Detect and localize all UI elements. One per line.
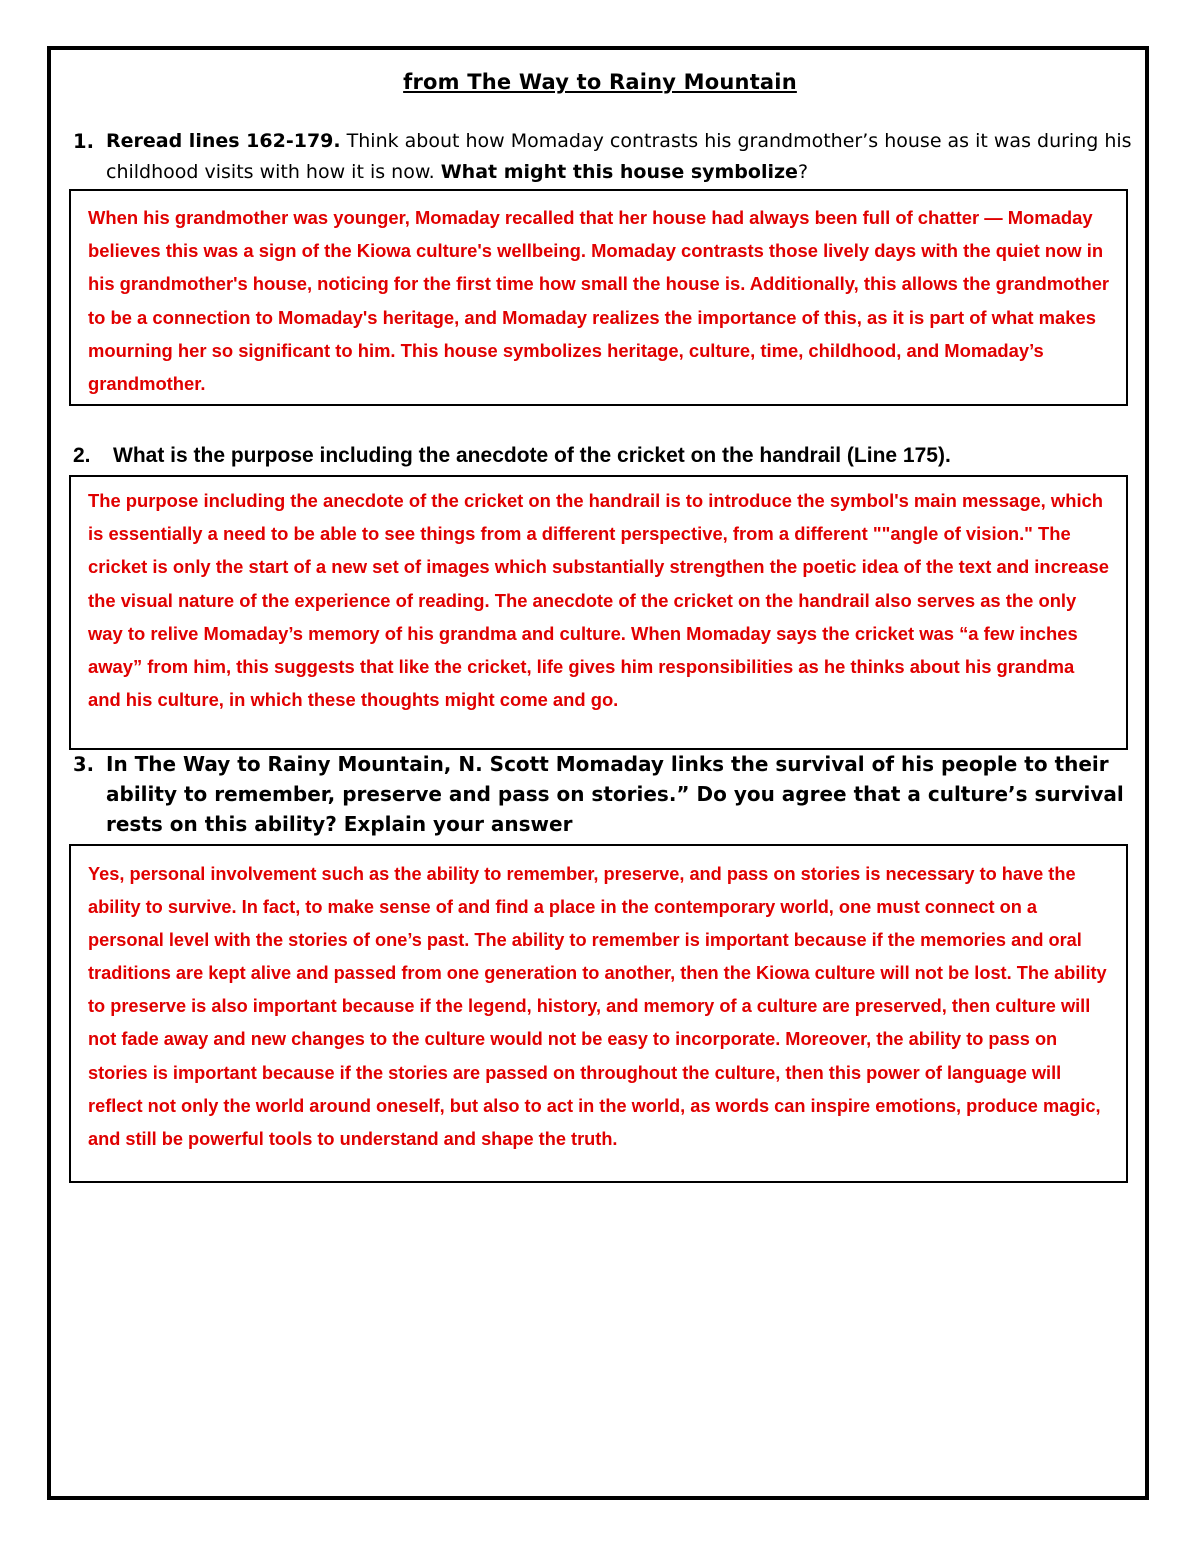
answer-1-box: When his grandmother was younger, Momaday recalled that her house had always been full of chatter — Momaday believes this was a sign of the Kiowa culture's wellbeing. Momaday contrasts those lively days with the quiet now in his grandmother's house, noticing for the first time how small the house is. Additionally, this allows the grandmother to be a connection to Momaday's heritage, and Momaday realizes the importance of this, as it is part of what makes mourning her so significant to him. This house symbolizes heritage, culture, time, childhood, and Momaday’s grandmother. [69,189,1128,406]
question-1-number: 1. [73,130,94,153]
question-3-text: In The Way to Rainy Mountain, N. Scott Momaday links the survival of his people to their ability to remember, preserve and pass on stories.” Do you agree that a culture’s survival rests on this ability? Explain your answer [106,752,1124,836]
question-2 [73,440,1133,471]
question-2-text: What is the purpose including the anecdote of the cricket on the handrail (Line 175). [113,444,951,467]
answer-3-box: Yes, personal involvement such as the ability to remember, preserve, and pass on stories is necessary to have the ability to survive. In fact, to make sense of and find a place in the contemporary world, one must connect on a personal level with the stories of one’s past. The ability to remember is important because if the memories and oral traditions are kept alive and passed from one generation to another, then the Kiowa culture will not be lost. The ability to preserve is also important because if the legend, history, and memory of a culture are preserved, then culture will not fade away and new changes to the culture would not be easy to incorporate. Moreover, the ability to pass on stories is important because if the stories are passed on throughout the culture, then this power of language will reflect not only the world around oneself, but also to act in the world, as words can inspire emotions, produce magic, and still be powerful tools to understand and shape the truth. [69,844,1128,1183]
answer-2-box: The purpose including the anecdote of the cricket on the handrail is to introduce the symbol's main message, which is essentially a need to be able to see things from a different perspective, from a different ""angle of vision." The cricket is only the start of a new set of images which substantially strengthen the poetic idea of the text and increase the visual nature of the experience of reading. The anecdote of the cricket on the handrail also serves as the only way to relive Momaday’s memory of his grandma and culture. When Momaday says the cricket was “a few inches away” from him, this suggests that like the cricket, life gives him responsibilities as he thinks about his grandma and his culture, in which these thoughts might come and go. [69,475,1128,750]
question-2-number: 2. [73,444,91,467]
question-1-lead: Reread lines 162-179. [106,130,341,152]
question-1 [73,126,1133,188]
question-1-text [73,126,1133,188]
question-1-prompt: Think about how Momaday contrasts his grandmother’s house as it was during his childhood visits with how it is now. [106,130,1132,183]
question-1-end: ? [797,161,809,183]
page-title: from The Way to Rainy Mountain [403,70,797,94]
question-3-number: 3. [73,753,94,776]
question-3 [73,749,1133,839]
question-1-question: What might this house symbolize [440,161,798,183]
